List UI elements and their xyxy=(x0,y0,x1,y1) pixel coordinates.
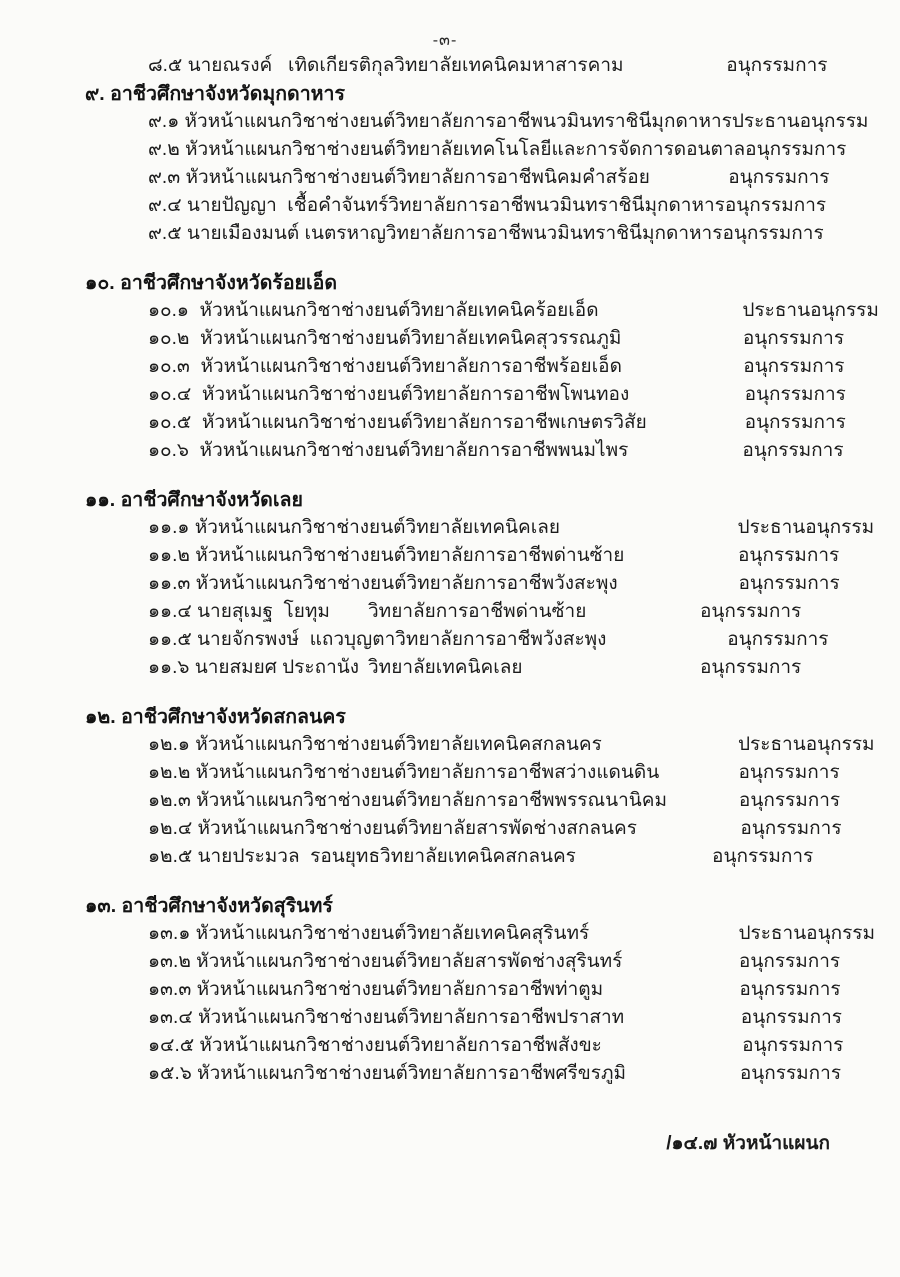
table-row xyxy=(85,654,862,682)
row-role: อนุกรรมการ xyxy=(739,979,841,1000)
table-row xyxy=(85,108,869,136)
table-row xyxy=(85,297,879,325)
row-role: อนุกรรมการ xyxy=(743,356,845,377)
row-number-and-name: ๑๒.๓ หัวหน้าแผนกวิชาช่างยนต์ xyxy=(148,790,407,811)
row-college: วิทยาลัยการอาชีพเกษตรวิสัย xyxy=(412,412,647,433)
row-number-and-name: ๑๐.๔ หัวหน้าแผนกวิชาช่างยนต์ xyxy=(148,384,413,405)
row-role: ประธานอนุกรรม xyxy=(737,734,875,755)
row-college: วิทยาลัยเทคนิคสุวรรณภูมิ xyxy=(410,328,622,349)
page-number: -๓- xyxy=(432,32,458,49)
row-role: อนุกรรมการ xyxy=(738,790,841,811)
row-role: อนุกรรมการ xyxy=(737,545,840,566)
table-row xyxy=(85,948,862,976)
row-role: อนุกรรมการ xyxy=(742,1035,844,1056)
row-number-and-name: ๙.๓ หัวหน้าแผนกวิชาช่างยนต์ xyxy=(148,167,397,188)
table-row xyxy=(85,52,862,80)
row-college: วิทยาลัยเทคนิคมหาสารคาม xyxy=(394,55,624,76)
table-row xyxy=(85,815,862,843)
table-row xyxy=(85,570,862,598)
row-number-and-name: ๑๓.๒ หัวหน้าแผนกวิชาช่างยนต์ xyxy=(148,951,407,972)
row-number-and-name: ๑๓.๔ หัวหน้าแผนกวิชาช่างยนต์ xyxy=(148,1007,409,1028)
row-role: อนุกรรมการ xyxy=(739,1063,842,1084)
row-college: วิทยาลัยการอาชีพวังสะพุง xyxy=(395,629,607,650)
table-row xyxy=(85,325,862,353)
row-number-and-name: ๑๔.๕ หัวหน้าแผนกวิชาช่างยนต์ xyxy=(148,1035,411,1056)
row-college: วิทยาลัยเทคนิคร้อยเอ็ด xyxy=(410,300,599,321)
table-row xyxy=(85,381,862,409)
section-title: ๙. อาชีวศึกษาจังหวัดมุกดาหาร xyxy=(85,83,345,105)
table-row xyxy=(85,843,862,871)
row-number-and-name: ๑๑.๕ นายจักรพงษ์ แถวบุญตา xyxy=(148,629,396,650)
row-number-and-name: ๑๑.๑ หัวหน้าแผนกวิชาช่างยนต์ xyxy=(148,517,406,538)
row-role: อนุกรรมการ xyxy=(726,55,828,76)
table-row xyxy=(85,1060,862,1088)
row-number-and-name: ๑๒.๔ หัวหน้าแผนกวิชาช่างยนต์ xyxy=(148,818,409,839)
row-number-and-name: ๑๓.๓ หัวหน้าแผนกวิชาช่างยนต์ xyxy=(148,979,408,1000)
row-number-and-name: ๙.๔ นายปัญญา เชื้อคำจันทร์ xyxy=(148,195,389,216)
row-college: วิทยาลัยการอาชีพนิคมคำสร้อย xyxy=(396,167,650,188)
row-role: อนุกรรมการ xyxy=(745,139,847,160)
row-role: อนุกรรมการ xyxy=(700,601,802,622)
row-college: วิทยาลัยการอาชีพร้อยเอ็ด xyxy=(411,356,622,377)
row-college: วิทยาลัยการอาชีพพรรณนานิคม xyxy=(406,790,668,811)
row-number-and-name: ๑๑.๓ หัวหน้าแผนกวิชาช่างยนต์ xyxy=(148,573,407,594)
row-number-and-name: ๑๕.๖ หัวหน้าแผนกวิชาช่างยนต์ xyxy=(148,1063,408,1084)
row-number-and-name: ๑๑.๔ นายสุเมฐ โยทุม xyxy=(148,601,330,622)
table-row xyxy=(85,626,862,654)
row-college: วิทยาลัยเทคนิคสกลนคร xyxy=(405,734,602,755)
table-row xyxy=(85,787,862,815)
row-college: วิทยาลัยเทคนิคเลย xyxy=(405,517,560,538)
row-number-and-name: ๑๑.๒ หัวหน้าแผนกวิชาช่างยนต์ xyxy=(148,545,406,566)
row-number-and-name: ๑๐.๕ หัวหน้าแผนกวิชาช่างยนต์ xyxy=(148,412,413,433)
row-role: ประธานอนุกรรม xyxy=(737,517,875,538)
row-college: วิทยาลัยเทคนิคสุรินทร์ xyxy=(406,923,590,944)
row-college: วิทยาลัยการอาชีพนวมินทราชินีมุกดาหาร xyxy=(388,195,725,216)
row-number-and-name: ๘.๕ นายณรงค์ เทิดเกียรติกุล xyxy=(148,55,395,76)
row-college: วิทยาลัยสารพัดช่างสกลนคร xyxy=(408,818,637,839)
row-role: ประธานอนุกรรม xyxy=(738,923,876,944)
row-number-and-name: ๙.๕ นายเมืองมนต์ เนตรหาญ xyxy=(148,223,386,244)
table-row xyxy=(85,514,875,542)
row-role: อนุกรรมการ xyxy=(712,846,814,867)
table-row xyxy=(85,353,862,381)
row-number-and-name: ๑๑.๖ นายสมยศ ประถานัง xyxy=(148,657,360,678)
row-college: วิทยาลัยการอาชีพด่านซ้าย xyxy=(368,601,587,622)
table-row xyxy=(85,731,875,759)
row-role: อนุกรรมการ xyxy=(724,195,827,216)
row-college: วิทยาลัยการอาชีพท่าตูม xyxy=(407,979,604,1000)
section-title: ๑๑. อาชีวศึกษาจังหวัดเลย xyxy=(85,489,303,511)
row-role: อนุกรรมการ xyxy=(744,384,846,405)
table-row xyxy=(85,220,862,248)
table-row xyxy=(85,1004,862,1032)
row-role: อนุกรรมการ xyxy=(742,440,844,461)
row-number-and-name: ๑๒.๑ หัวหน้าแผนกวิชาช่างยนต์ xyxy=(148,734,406,755)
row-college: วิทยาลัยเทคนิคสกลนคร xyxy=(380,846,576,867)
row-role: อนุกรรมการ xyxy=(742,328,845,349)
row-role: ประธานอนุกรรม xyxy=(742,300,879,321)
table-row xyxy=(85,598,862,626)
table-row xyxy=(85,920,876,948)
row-college: วิทยาลัยการอาชีพวังสะพุง xyxy=(406,573,618,594)
row-role: อนุกรรมการ xyxy=(700,657,802,678)
table-row xyxy=(85,542,862,570)
row-role: อนุกรรมการ xyxy=(728,167,830,188)
row-college: วิทยาลัยการอาชีพโพนทอง xyxy=(412,384,630,405)
row-college: วิทยาลัยการอาชีพปราสาท xyxy=(408,1007,625,1028)
row-college: วิทยาลัยสารพัดช่างสุรินทร์ xyxy=(406,951,623,972)
table-row xyxy=(85,437,862,465)
row-college: วิทยาลัยเทคนิคเลย xyxy=(368,657,523,678)
table-row xyxy=(85,976,862,1004)
row-college: วิทยาลัยการอาชีพด่านซ้าย xyxy=(405,545,625,566)
row-college: วิทยาลัยการอาชีพพนมไพร xyxy=(410,440,629,461)
row-number-and-name: ๙.๑ หัวหน้าแผนกวิชาช่างยนต์ xyxy=(148,111,396,132)
row-role: อนุกรรมการ xyxy=(722,223,824,244)
row-role: อนุกรรมการ xyxy=(740,818,842,839)
row-number-and-name: ๑๐.๓ หัวหน้าแผนกวิชาช่างยนต์ xyxy=(148,356,412,377)
table-row xyxy=(85,136,862,164)
table-row xyxy=(85,759,862,787)
row-number-and-name: ๑๒.๕ นายประมวล รอนยุทธ xyxy=(148,846,381,867)
row-college: วิทยาลัยการอาชีพนวมินทราชินีมุกดาหาร xyxy=(395,111,732,132)
table-row xyxy=(85,192,862,220)
row-role: อนุกรรมการ xyxy=(738,951,841,972)
section-title: ๑๐. อาชีวศึกษาจังหวัดร้อยเอ็ด xyxy=(85,272,338,294)
row-number-and-name: ๑๓.๑ หัวหน้าแผนกวิชาช่างยนต์ xyxy=(148,923,407,944)
row-role: อนุกรรมการ xyxy=(738,762,840,783)
row-role: อนุกรรมการ xyxy=(738,573,840,594)
section-title: ๑๒. อาชีวศึกษาจังหวัดสกลนคร xyxy=(85,706,346,728)
row-number-and-name: ๑๒.๒ หัวหน้าแผนกวิชาช่างยนต์ xyxy=(148,762,407,783)
row-role: ประธานอนุกรรม xyxy=(731,111,869,132)
row-role: อนุกรรมการ xyxy=(727,629,829,650)
row-number-and-name: ๑๐.๖ หัวหน้าแผนกวิชาช่างยนต์ xyxy=(148,440,411,461)
section-title: ๑๓. อาชีวศึกษาจังหวัดสุรินทร์ xyxy=(85,895,333,917)
row-college: วิทยาลัยการอาชีพสังขะ xyxy=(410,1035,602,1056)
row-role: อนุกรรมการ xyxy=(740,1007,842,1028)
row-role: อนุกรรมการ xyxy=(744,412,846,433)
row-number-and-name: ๑๐.๑ หัวหน้าแผนกวิชาช่างยนต์ xyxy=(148,300,411,321)
row-college: วิทยาลัยการอาชีพสว่างแดนดิน xyxy=(406,762,660,783)
row-college: วิทยาลัยเทคโนโลยีและการจัดการดอนตาล xyxy=(395,139,746,160)
row-college: วิทยาลัยการอาชีพศรีขรภูมิ xyxy=(407,1063,627,1084)
continuation-note: /๑๔.๗ หัวหน้าแผนก xyxy=(666,1133,830,1154)
row-college: วิทยาลัยการอาชีพนวมินทราชินีมุกดาหาร xyxy=(385,223,723,244)
table-row xyxy=(85,164,862,192)
row-number-and-name: ๑๐.๒ หัวหน้าแผนกวิชาช่างยนต์ xyxy=(148,328,411,349)
row-number-and-name: ๙.๒ หัวหน้าแผนกวิชาช่างยนต์ xyxy=(148,139,396,160)
committee-list xyxy=(85,52,879,1088)
table-row xyxy=(85,409,862,437)
table-row xyxy=(85,1032,862,1060)
